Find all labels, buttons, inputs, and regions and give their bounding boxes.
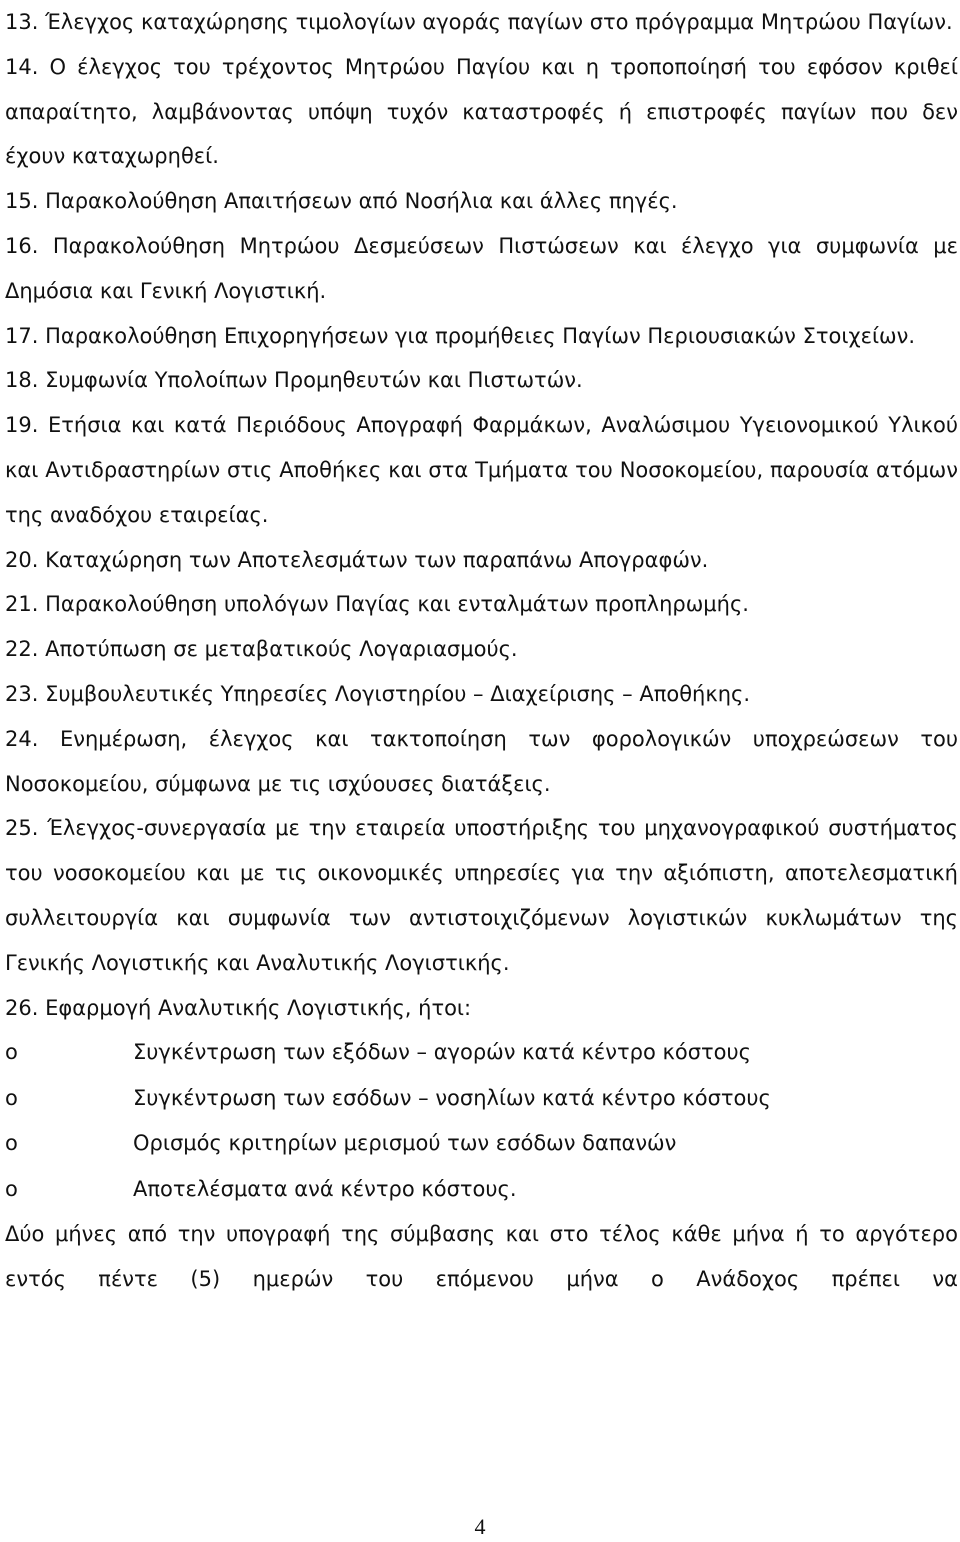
sub-bullet-item [5, 1167, 958, 1212]
item-number: 25. [5, 816, 39, 841]
list-item [5, 582, 958, 627]
item-number: 20. [5, 547, 39, 572]
list-item [5, 403, 958, 537]
item-text: Έλεγχος-συνεργασία με την εταιρεία υποστήριξης του μηχανογραφικού συστήματος του νοσοκομείου και με τις οικονομικές υπηρεσίες για την αξιόπιστη, αποτελεσματική συλλειτουργία και συμφωνία των αντιστοιχιζόμενων λογιστικών κυκλωμάτων της Γενικής Λογιστικής και Αναλυτικής Λογιστικής. [5, 816, 958, 975]
list-item [5, 0, 958, 45]
item-text: Παρακολούθηση Απαιτήσεων από Νοσήλια και άλλες πηγές. [45, 189, 678, 214]
item-number: 17. [5, 323, 39, 348]
item-number: 23. [5, 681, 39, 706]
list-item [5, 224, 958, 314]
closing-paragraph: Δύο μήνες από την υπογραφή της σύμβασης και στο τέλος κάθε μήνα ή το αργότερο εντός πέντε (5) ημερών του επόμενου μήνα ο Ανάδοχος πρέπει να [5, 1221, 958, 1291]
bullet-text: Ορισμός κριτηρίων μερισμού των εσόδων δαπανών [133, 1131, 677, 1156]
sub-bullet-item [5, 1030, 958, 1075]
bullet-text: Αποτελέσματα ανά κέντρο κόστους. [133, 1176, 517, 1201]
list-item [5, 314, 958, 359]
item-number: 16. [5, 233, 39, 258]
item-text: Ενημέρωση, έλεγχος και τακτοποίηση των φορολογικών υποχρεώσεων του Νοσοκομείου, σύμφωνα με τις ισχύουσες διατάξεις. [5, 726, 958, 796]
document-body [5, 0, 958, 1301]
list-item [5, 538, 958, 583]
item-text: Αποτύπωση σε μεταβατικούς Λογαριασμούς. [45, 637, 518, 662]
item-text: Ο έλεγχος του τρέχοντος Μητρώου Παγίου και η τροποποίησή του εφόσον κριθεί απαραίτητο, λαμβάνοντας υπόψη τυχόν καταστροφές ή επιστροφές παγίων που δεν έχουν καταχωρηθεί. [5, 54, 958, 169]
bullet-marker: o [5, 1176, 18, 1201]
item-number: 13. [5, 10, 39, 34]
item-number: 21. [5, 592, 39, 617]
item-number: 24. [5, 726, 39, 751]
item-text: Παρακολούθηση Μητρώου Δεσμεύσεων Πιστώσεων και έλεγχο για συμφωνία με Δημόσια και Γενική Λογιστική. [5, 233, 958, 303]
item-text: Εφαρμογή Αναλυτικής Λογιστικής, ήτοι: [45, 995, 472, 1020]
item-number: 22. [5, 637, 39, 662]
item-number: 19. [5, 413, 39, 438]
list-item [5, 986, 958, 1031]
item-text: Συμβουλευτικές Υπηρεσίες Λογιστηρίου – Διαχείρισης – Αποθήκης. [45, 681, 751, 706]
item-number: 14. [5, 54, 39, 79]
item-text: Συμφωνία Υπολοίπων Προμηθευτών και Πιστωτών. [45, 368, 583, 393]
list-item [5, 627, 958, 672]
sub-bullet-item [5, 1076, 958, 1121]
item-number: 26. [5, 995, 39, 1020]
item-text: Ετήσια και κατά Περιόδους Απογραφή Φαρμάκων, Αναλώσιμου Υγειονομικού Υλικού και Αντιδραστηρίων στις Αποθήκες και στα Τμήματα του Νοσοκομείου, παρουσία ατόμων της αναδόχου εταιρείας. [5, 413, 958, 527]
page-number: 4 [474, 1514, 486, 1539]
bullet-marker: o [5, 1131, 18, 1156]
sub-bullet-item [5, 1121, 958, 1166]
list-item [5, 806, 958, 985]
bullet-text: Συγκέντρωση των εσόδων – νοσηλίων κατά κέντρο κόστους [133, 1085, 771, 1110]
list-item [5, 45, 958, 179]
item-text: Έλεγχος καταχώρησης τιμολογίων αγοράς παγίων στο πρόγραμμα Μητρώου Παγίων. [45, 10, 953, 34]
item-number: 15. [5, 189, 39, 214]
item-text: Παρακολούθηση υπολόγων Παγίας και ενταλμάτων προπληρωμής. [45, 592, 749, 617]
list-item [5, 358, 958, 403]
item-text: Παρακολούθηση Επιχορηγήσεων για προμήθειες Παγίων Περιουσιακών Στοιχείων. [45, 323, 916, 348]
bullet-marker: o [5, 1040, 18, 1065]
list-item [5, 717, 958, 807]
item-number: 18. [5, 368, 39, 393]
list-item [5, 179, 958, 224]
item-text: Καταχώρηση των Αποτελεσμάτων των παραπάνω Απογραφών. [45, 547, 709, 572]
bullet-text: Συγκέντρωση των εξόδων – αγορών κατά κέντρο κόστους [133, 1040, 751, 1065]
list-item [5, 672, 958, 717]
bullet-marker: o [5, 1085, 18, 1110]
sub-bullet-list [5, 1030, 958, 1212]
